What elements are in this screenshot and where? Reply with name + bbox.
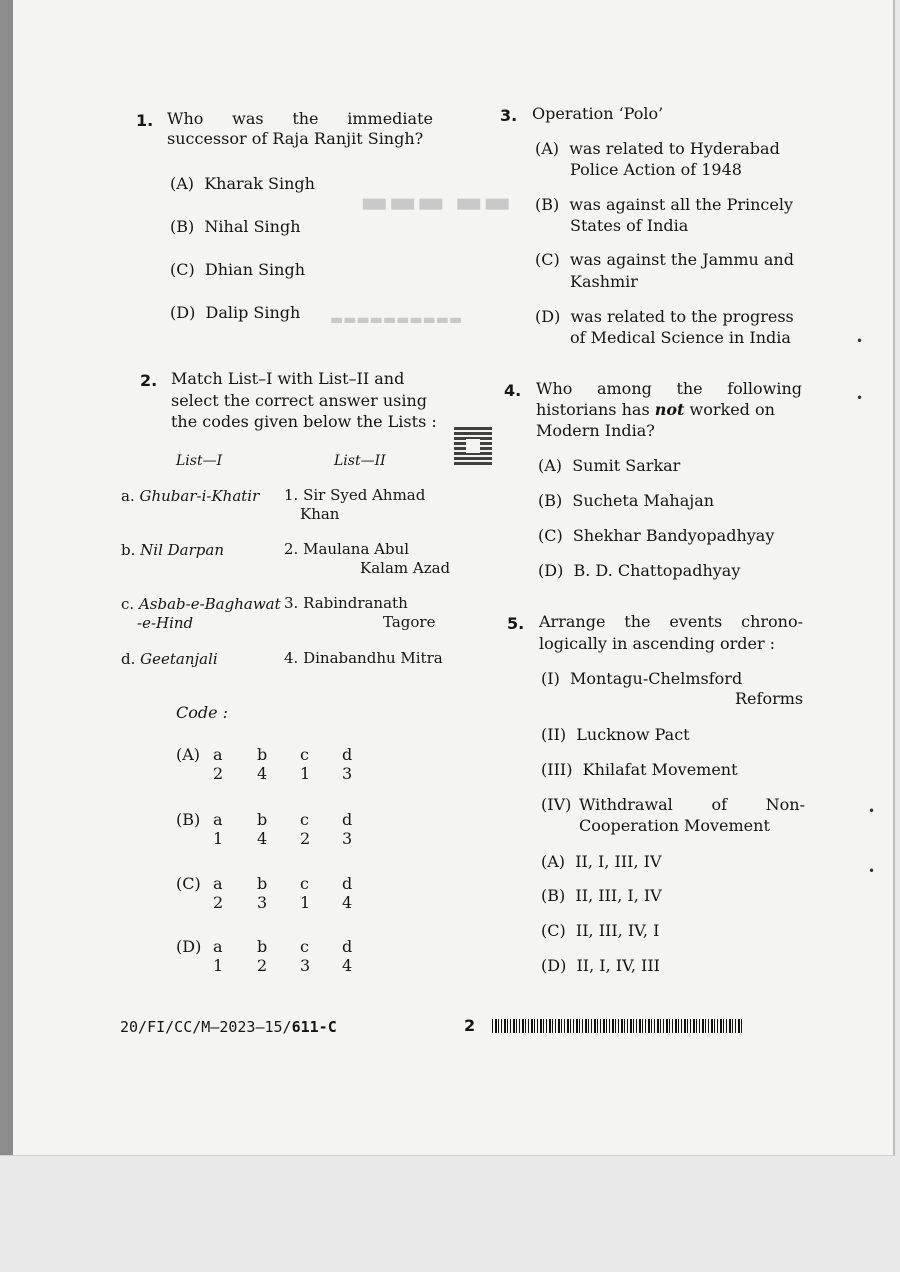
code-letter: c [300,874,309,893]
code-value: 3 [257,893,268,912]
code-value: 4 [257,764,268,783]
code-value: 2 [213,893,224,912]
code-value: 1 [300,764,311,783]
q5-event-1: (I) Montagu-Chelmsford [541,669,743,688]
code-value: 4 [342,893,353,912]
code-letter: c [300,937,309,956]
list2-header: List—II [334,453,386,469]
q1-option-b[interactable]: (B) Nihal Singh [170,217,301,236]
q4-stem-line3: Modern India? [536,421,655,440]
q2-stem-line1: Match List–I with List–II and [171,369,405,388]
code-letter: d [342,874,353,893]
margin-dot: • [868,864,876,878]
q3-option-a-cont: Police Action of 1948 [570,160,742,179]
code-letter: d [342,810,353,829]
q5-event-4-cont: Cooperation Movement [579,816,770,835]
code-letter: a [213,937,223,956]
q5-number: 5. [507,614,525,633]
code-letter: c [300,745,309,764]
margin-dot: • [856,334,864,348]
q3-option-d-cont: of Medical Science in India [570,328,791,347]
scan-edge [0,0,13,1155]
list1-item-d: d. Geetanjali [121,650,218,668]
list2-item-1: 1. Sir Syed Ahmad [284,486,426,504]
q4-number: 4. [504,381,522,400]
code-value: 1 [213,829,224,848]
list2-item-1-cont: Khan [300,505,340,523]
q5-option-b[interactable]: (B) II, III, I, IV [541,886,662,905]
q3-option-b[interactable]: (B) was against all the Princely [535,195,793,214]
q3-stem: Operation ‘Polo’ [532,104,664,123]
code-letter: d [342,937,353,956]
q5-event-1-cont: Reforms [735,689,804,708]
q4-option-a[interactable]: (A) Sumit Sarkar [538,456,681,475]
code-letter: c [300,810,309,829]
code-letter: d [342,745,353,764]
barcode [492,1019,744,1033]
list2-item-2: 2. Maulana Abul [284,540,410,558]
list2-item-4: 4. Dinabandhu Mitra [284,649,443,667]
q2-stem-line3: the codes given below the Lists : [171,412,437,431]
code-value: 1 [213,956,224,975]
bleed-through-decoration: ▬▬ ▬▬▬ [360,185,512,220]
q2-stem-line2: select the correct answer using [171,391,427,410]
q3-number: 3. [500,106,518,125]
q3-option-b-cont: States of India [570,216,689,235]
q5-event-2: (II) Lucknow Pact [541,725,690,744]
paper-code: 20/FI/CC/M–2023–15/611-C [120,1018,337,1036]
code-value: 3 [342,829,353,848]
code-value: 3 [300,956,311,975]
q5-option-d[interactable]: (D) II, I, IV, III [541,956,660,975]
q5-stem-line2: logically in ascending order : [539,634,776,653]
bleed-through-decoration-2: ▬▬▬▬▬▬▬▬▬▬ [330,312,463,328]
q1-option-c[interactable]: (C) Dhian Singh [170,260,306,279]
code-letter: b [257,874,268,893]
code-value: 2 [257,956,268,975]
q3-option-a[interactable]: (A) was related to Hyderabad [535,139,780,158]
list1-item-b: b. Nil Darpan [121,541,224,559]
code-value: 2 [300,829,311,848]
list2-item-2-cont: Kalam Azad [360,559,451,577]
code-value: 2 [213,764,224,783]
q1-stem-line1: Who was the immediate [167,109,433,128]
list1-item-a: a. Ghubar-i-Khatir [121,487,260,505]
code-option-d-label[interactable]: (D) [176,937,202,956]
list2-item-3-cont: Tagore [383,613,436,631]
code-value: 4 [257,829,268,848]
code-letter: a [213,874,223,893]
code-value: 3 [342,764,353,783]
list1-item-c-cont: -e-Hind [137,614,194,632]
q4-stem-line1: Who among the following [536,379,802,398]
q4-stem-line2: historians has not worked on [536,400,775,419]
code-letter: b [257,745,268,764]
q1-option-a[interactable]: (A) Kharak Singh [170,174,315,193]
q5-event-3: (III) Khilafat Movement [541,760,738,779]
code-value: 1 [300,893,311,912]
q5-event-4: Withdrawal of Non- [579,795,805,814]
q3-option-d[interactable]: (D) was related to the progress [535,307,794,326]
q4-option-d[interactable]: (D) B. D. Chattopadhyay [538,561,741,580]
q1-number: 1. [136,111,154,130]
page-number: 2 [464,1016,476,1035]
code-label: Code : [176,703,229,722]
q4-option-c[interactable]: (C) Shekhar Bandyopadhyay [538,526,775,545]
code-letter: b [257,937,268,956]
q2-number: 2. [140,371,158,390]
list1-item-c: c. Asbab-e-Baghawat [121,595,281,613]
code-letter: b [257,810,268,829]
q3-option-c[interactable]: (C) was against the Jammu and [535,250,794,269]
qr-code [454,427,492,465]
q5-event-4-label: (IV) [541,795,572,814]
code-option-b-label[interactable]: (B) [176,810,201,829]
code-value: 4 [342,956,353,975]
margin-dot: • [856,391,864,405]
q1-stem-line2: successor of Raja Ranjit Singh? [167,129,424,148]
q5-option-c[interactable]: (C) II, III, IV, I [541,921,660,940]
code-letter: a [213,745,223,764]
code-option-c-label[interactable]: (C) [176,874,201,893]
q4-option-b[interactable]: (B) Sucheta Mahajan [538,491,715,510]
code-option-a-label[interactable]: (A) [176,745,201,764]
code-letter: a [213,810,223,829]
margin-dot: • [868,804,876,818]
q5-stem-line1: Arrange the events chrono- [539,612,803,631]
q5-option-a[interactable]: (A) II, I, III, IV [541,852,662,871]
q3-option-c-cont: Kashmir [570,272,638,291]
list2-item-3: 3. Rabindranath [284,594,408,612]
q1-option-d[interactable]: (D) Dalip Singh [170,303,301,322]
list1-header: List—I [176,453,223,469]
